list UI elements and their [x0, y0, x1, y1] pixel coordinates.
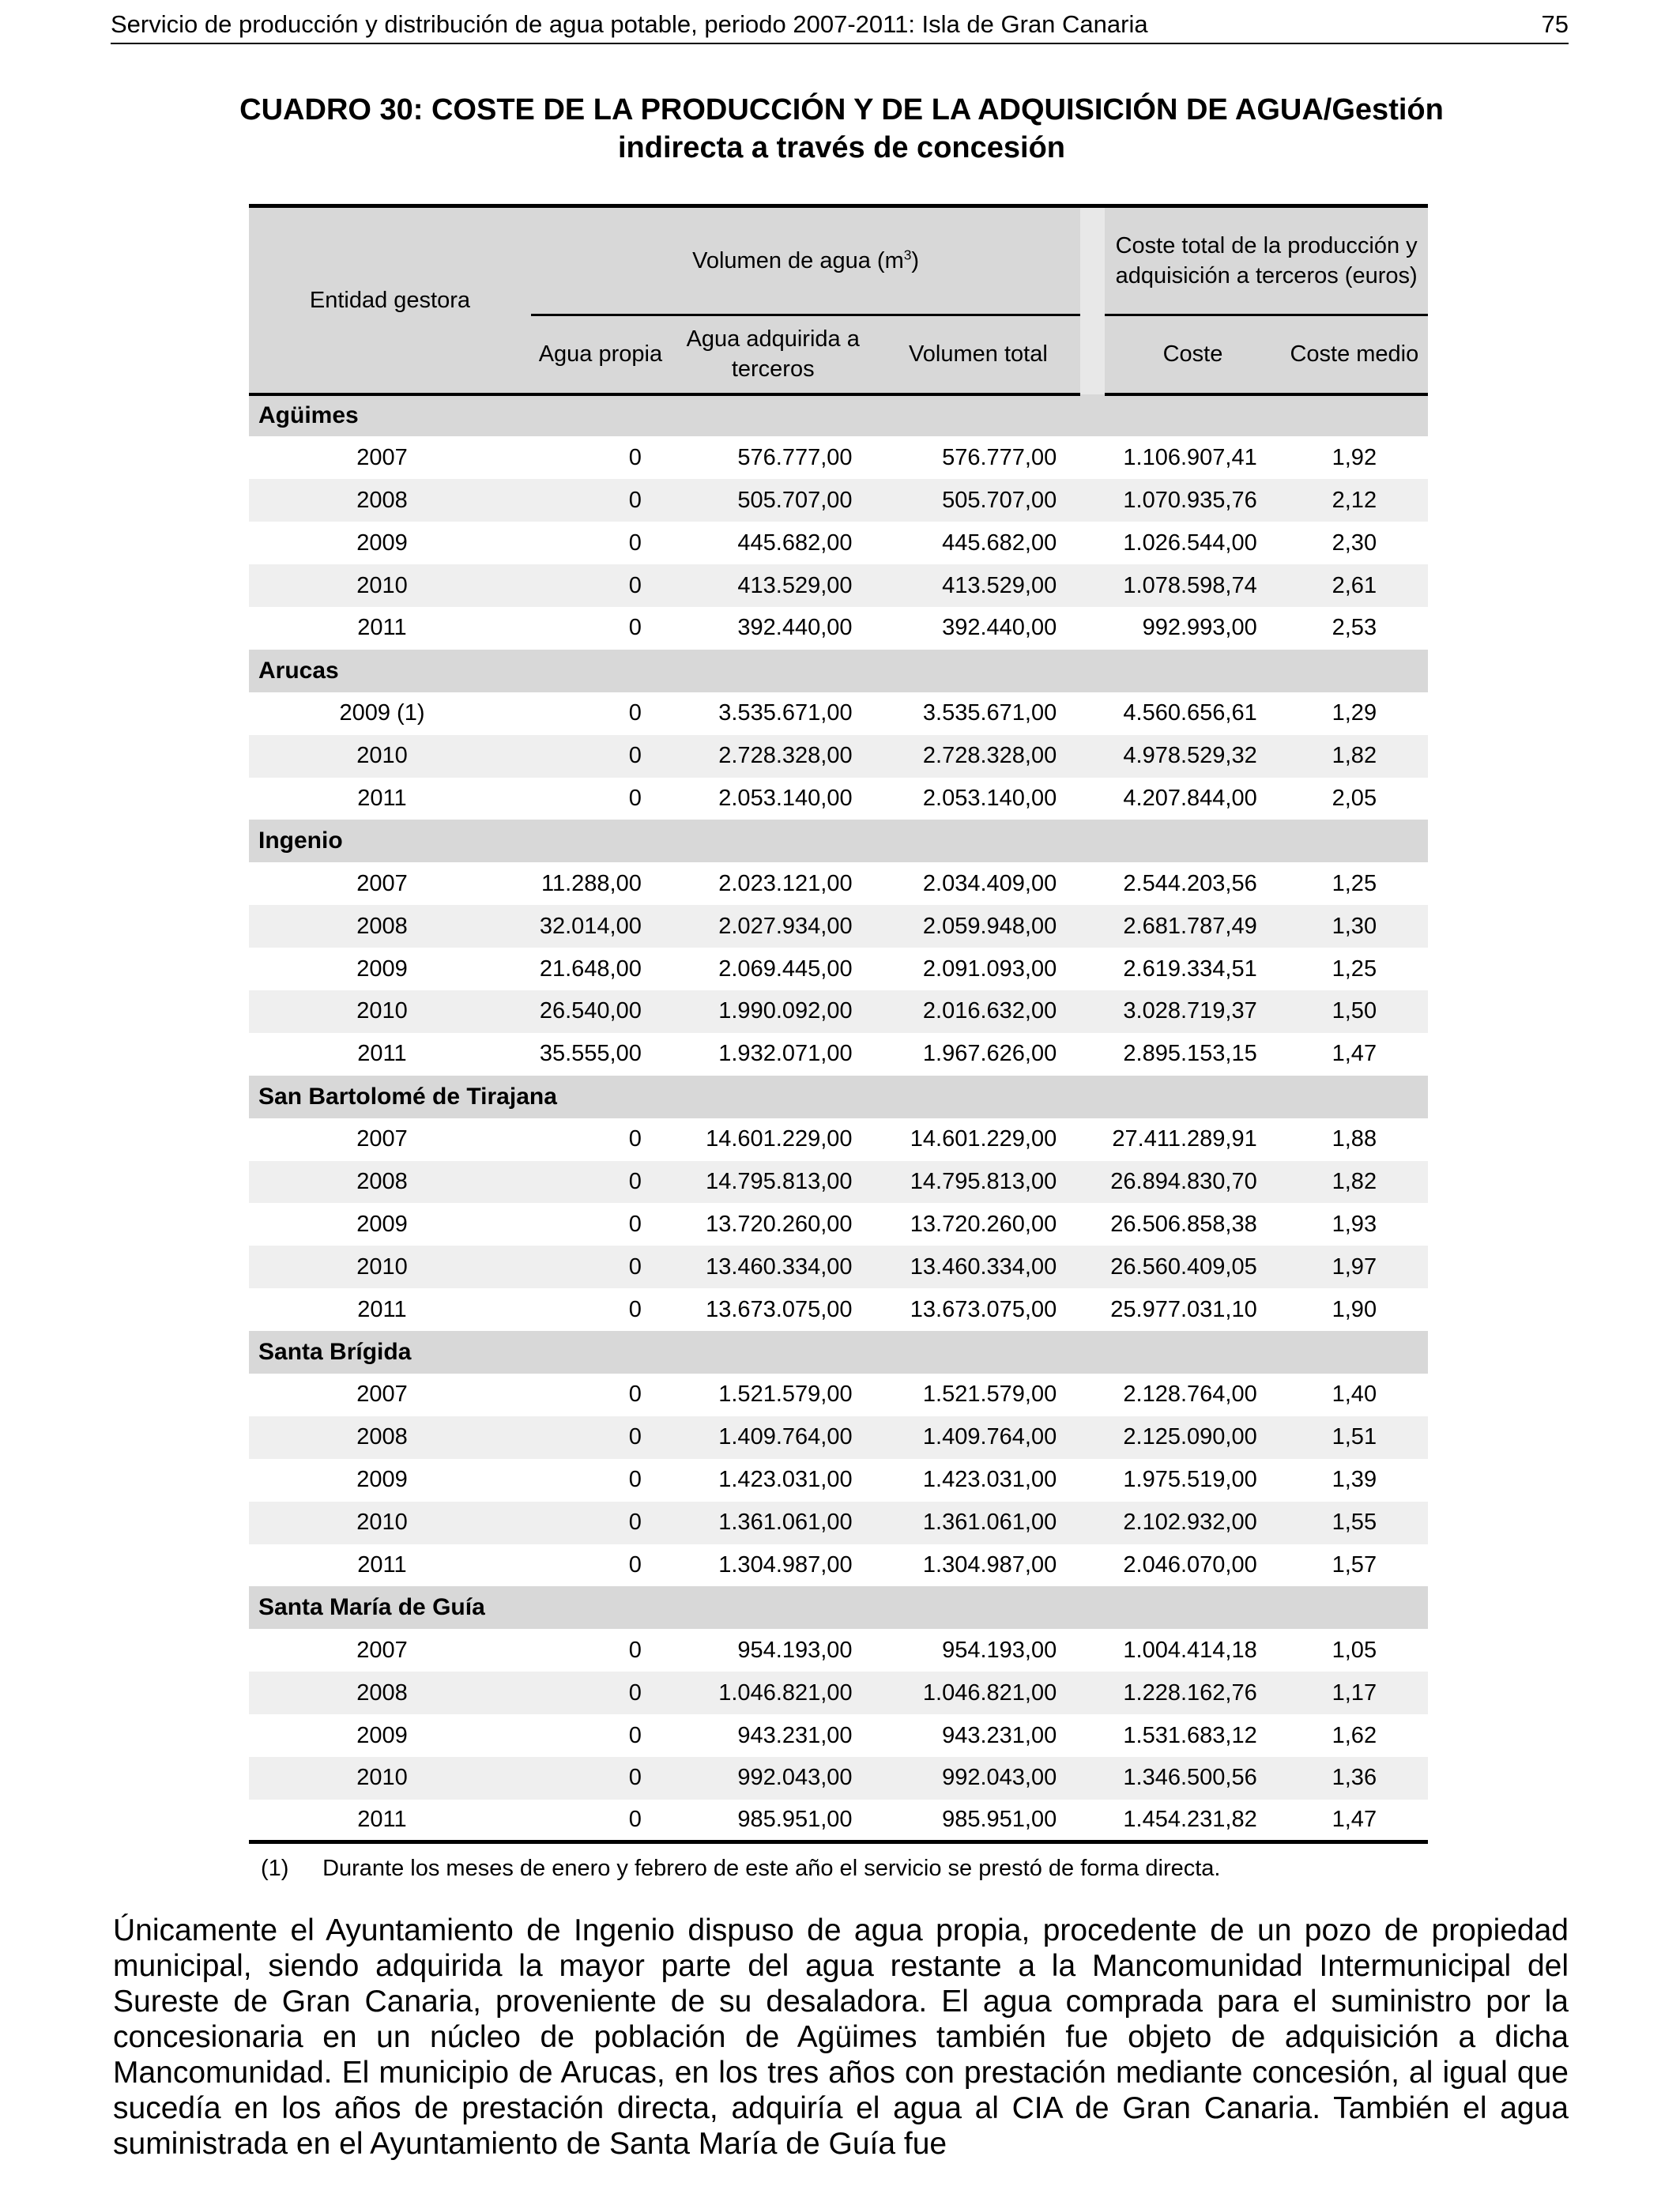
table-row — [249, 862, 1428, 905]
cell-coste: 1.026.544,00 — [1123, 530, 1257, 556]
table-row — [249, 990, 1428, 1033]
cell-agua-adquirida: 943.231,00 — [737, 1722, 853, 1748]
cell-gap — [1080, 1416, 1105, 1459]
cell-agua-adquirida: 14.601.229,00 — [706, 1126, 853, 1152]
table-row — [249, 948, 1428, 990]
cell-year: 2008 — [249, 905, 531, 948]
cell-coste-medio: 1,25 — [1332, 956, 1377, 982]
cell-year: 2010 — [249, 1757, 531, 1800]
col-header-volumen-total: Volumen total — [876, 315, 1081, 394]
cell-coste: 26.894.830,70 — [1105, 1161, 1280, 1204]
cell-gap — [1080, 1033, 1105, 1076]
cell-coste-medio: 1,30 — [1281, 905, 1428, 948]
cell-coste: 1.106.907,41 — [1123, 444, 1257, 470]
cell-agua-adquirida: 445.682,00 — [737, 530, 853, 556]
cell-agua-adquirida: 14.795.813,00 — [670, 1161, 876, 1204]
cell-volumen-total: 992.043,00 — [876, 1757, 1081, 1800]
cell-year: 2007 — [356, 1126, 408, 1152]
cell-coste: 2.544.203,56 — [1123, 870, 1257, 896]
cell-coste: 2.128.764,00 — [1123, 1382, 1257, 1408]
cell-coste: 3.028.719,37 — [1105, 990, 1280, 1033]
table-row — [249, 1757, 1428, 1800]
cell-coste-medio: 1,90 — [1332, 1296, 1377, 1322]
cell-volumen-total: 1.967.626,00 — [922, 1041, 1057, 1067]
cell-agua-propia: 11.288,00 — [541, 870, 642, 896]
cell-coste: 4.207.844,00 — [1123, 785, 1257, 811]
cell-year: 2007 — [356, 1382, 408, 1408]
cell-coste: 1.531.683,12 — [1123, 1722, 1257, 1748]
cell-year: 2009 — [356, 1722, 408, 1748]
cell-volumen-total: 14.795.813,00 — [876, 1161, 1081, 1204]
cell-agua-propia: 0 — [628, 444, 642, 470]
cell-volumen-total: 985.951,00 — [876, 1800, 1081, 1842]
cell-volumen-total: 1.304.987,00 — [922, 1551, 1057, 1578]
cell-agua-adquirida: 1.361.061,00 — [670, 1502, 876, 1544]
cell-agua-propia: 0 — [531, 1246, 670, 1288]
cell-year: 2011 — [357, 1041, 407, 1067]
cell-volumen-total: 14.601.229,00 — [910, 1126, 1057, 1152]
cell-coste-medio: 1,25 — [1332, 870, 1377, 896]
cell-volumen-total: 1.423.031,00 — [922, 1467, 1057, 1493]
cell-gap — [1080, 522, 1105, 564]
table-footnote — [261, 1856, 1221, 1882]
col-header-coste-group: Coste total de la producción y adquisición a terceros (euros) — [1105, 206, 1428, 315]
group-name: Ingenio — [249, 820, 1428, 862]
cell-volumen-total: 1.046.821,00 — [876, 1672, 1081, 1714]
cell-coste-medio: 2,05 — [1332, 785, 1377, 811]
cell-volumen-total: 13.460.334,00 — [876, 1246, 1081, 1288]
col-header-coste-medio: Coste medio — [1281, 315, 1428, 394]
cell-year: 2008 — [249, 479, 531, 522]
cell-agua-propia: 0 — [531, 564, 670, 607]
cell-agua-adquirida: 985.951,00 — [670, 1800, 876, 1842]
body-paragraph: Únicamente el Ayuntamiento de Ingenio dispuso de agua propia, procedente de un pozo de propiedad municipal, siendo adquirida la mayor parte del agua restante a la Mancomunidad Intermunicipal del Sureste de Gran Canaria, proveniente de su desaladora. El agua comprada para el suministro por la concesionaria en un núcleo de población de Agüimes también fue objeto de adquisición a dicha Mancomunidad. El municipio de Arucas, en los tres años con prestación mediante concesión, al igual que sucedía en los años de prestación directa, adquiría el agua al CIA de Gran Canaria. También el agua suministrada en el Ayuntamiento de Santa María de Guía fue — [113, 1913, 1569, 2161]
cell-year: 2010 — [249, 1246, 531, 1288]
cell-coste-medio: 2,30 — [1332, 530, 1377, 556]
table-row — [249, 522, 1428, 564]
cell-agua-propia: 0 — [531, 479, 670, 522]
cell-gap — [1080, 948, 1105, 990]
cell-gap — [1080, 1288, 1105, 1331]
cell-gap — [1080, 1629, 1105, 1672]
cell-volumen-total: 3.535.671,00 — [922, 700, 1057, 726]
cell-coste-medio: 1,36 — [1281, 1757, 1428, 1800]
cell-coste-medio: 1,47 — [1281, 1800, 1428, 1842]
table-row — [249, 1714, 1428, 1757]
cell-agua-propia: 0 — [628, 1637, 642, 1663]
cell-coste-medio: 1,40 — [1332, 1382, 1377, 1408]
cell-coste: 1.975.519,00 — [1123, 1467, 1257, 1493]
cell-gap — [1080, 607, 1105, 650]
cell-year: 2010 — [249, 564, 531, 607]
cell-agua-adquirida: 2.023.121,00 — [718, 870, 853, 896]
cell-coste: 26.560.409,05 — [1105, 1246, 1280, 1288]
cell-volumen-total: 505.707,00 — [876, 479, 1081, 522]
cell-coste: 2.619.334,51 — [1123, 956, 1257, 982]
cell-coste-medio: 1,51 — [1281, 1416, 1428, 1459]
cell-gap — [1080, 1459, 1105, 1502]
table-row — [249, 1118, 1428, 1161]
cell-volumen-total: 954.193,00 — [942, 1637, 1057, 1663]
cell-volumen-total: 413.529,00 — [876, 564, 1081, 607]
table-row — [249, 1459, 1428, 1502]
cell-agua-propia: 0 — [628, 785, 642, 811]
cell-volumen-total: 1.409.764,00 — [876, 1416, 1081, 1459]
col-header-entidad: Entidad gestora — [249, 206, 531, 394]
table-row — [249, 1800, 1428, 1842]
cell-coste: 4.560.656,61 — [1123, 700, 1257, 726]
cell-agua-adquirida: 2.053.140,00 — [718, 785, 853, 811]
cell-agua-propia: 0 — [628, 1722, 642, 1748]
col-header-coste: Coste — [1105, 315, 1280, 394]
cell-coste-medio: 1,50 — [1281, 990, 1428, 1033]
cell-gap — [1080, 1203, 1105, 1246]
footnote-mark: (1) — [261, 1856, 289, 1881]
cell-coste: 1.454.231,82 — [1105, 1800, 1280, 1842]
table-row — [249, 905, 1428, 948]
cell-year: 2010 — [249, 1502, 531, 1544]
cell-coste-medio: 1,55 — [1281, 1502, 1428, 1544]
cell-coste: 992.993,00 — [1142, 615, 1257, 641]
cell-coste-medio: 2,12 — [1281, 479, 1428, 522]
cell-agua-propia: 0 — [628, 530, 642, 556]
cell-volumen-total: 1.361.061,00 — [876, 1502, 1081, 1544]
table-row — [249, 564, 1428, 607]
cell-agua-propia: 21.648,00 — [539, 956, 642, 982]
cell-agua-propia: 0 — [628, 1126, 642, 1152]
cell-coste-medio: 1,92 — [1332, 444, 1377, 470]
cell-agua-propia: 0 — [628, 1211, 642, 1237]
group-row — [249, 1331, 1428, 1374]
cell-volumen-total: 13.673.075,00 — [910, 1296, 1057, 1322]
cell-agua-adquirida: 954.193,00 — [737, 1637, 853, 1663]
group-name: Agüimes — [249, 394, 1428, 437]
cell-gap — [1080, 990, 1105, 1033]
cell-agua-propia: 0 — [531, 1800, 670, 1842]
table-row — [249, 735, 1428, 778]
cell-agua-adquirida: 392.440,00 — [737, 615, 853, 641]
cell-agua-adquirida: 505.707,00 — [670, 479, 876, 522]
group-row — [249, 650, 1428, 692]
cell-coste: 1.004.414,18 — [1123, 1637, 1257, 1663]
cell-agua-adquirida: 2.728.328,00 — [670, 735, 876, 778]
cell-coste: 1.346.500,56 — [1105, 1757, 1280, 1800]
cell-year: 2011 — [357, 785, 407, 811]
cell-coste: 2.046.070,00 — [1123, 1551, 1257, 1578]
table-row — [249, 1203, 1428, 1246]
table-row — [249, 778, 1428, 820]
cell-volumen-total: 1.521.579,00 — [922, 1382, 1057, 1408]
cell-agua-adquirida: 413.529,00 — [670, 564, 876, 607]
table-title — [119, 91, 1565, 167]
cell-agua-propia: 0 — [531, 1757, 670, 1800]
cell-agua-adquirida: 1.521.579,00 — [718, 1382, 853, 1408]
cell-year: 2009 — [356, 956, 408, 982]
cell-agua-propia: 26.540,00 — [531, 990, 670, 1033]
table-row — [249, 1161, 1428, 1204]
cost-table — [249, 204, 1428, 1844]
cell-gap — [1080, 1672, 1105, 1714]
cell-coste-medio: 1,05 — [1332, 1637, 1377, 1663]
cell-agua-adquirida: 2.027.934,00 — [670, 905, 876, 948]
col-header-volumen-group — [531, 206, 1080, 315]
cell-volumen-total: 576.777,00 — [942, 444, 1057, 470]
cell-year: 2008 — [249, 1672, 531, 1714]
cell-agua-propia: 0 — [531, 735, 670, 778]
cell-agua-adquirida: 13.460.334,00 — [670, 1246, 876, 1288]
cell-gap — [1080, 1757, 1105, 1800]
volumen-group-label: Volumen de agua (m — [692, 248, 904, 273]
table-title-line-1: CUADRO 30: COSTE DE LA PRODUCCIÓN Y DE LA ADQUISICIÓN DE AGUA/Gestión — [239, 93, 1444, 126]
cell-agua-adquirida: 1.304.987,00 — [718, 1551, 853, 1578]
cell-agua-propia: 0 — [531, 1502, 670, 1544]
cell-year: 2009 — [356, 530, 408, 556]
table-row — [249, 1374, 1428, 1416]
cell-gap — [1080, 1118, 1105, 1161]
cell-coste: 26.506.858,38 — [1110, 1211, 1257, 1237]
cell-gap — [1080, 1800, 1105, 1842]
volumen-unit-superscript: 3 — [903, 247, 912, 263]
running-title: Servicio de producción y distribución de agua potable, periodo 2007-2011: Isla de Gran Canaria — [111, 10, 1148, 38]
cell-volumen-total: 2.034.409,00 — [922, 870, 1057, 896]
cell-volumen-total: 2.059.948,00 — [876, 905, 1081, 948]
cell-gap — [1080, 1374, 1105, 1416]
cell-coste-medio: 1,93 — [1332, 1211, 1377, 1237]
cell-year: 2009 — [356, 1467, 408, 1493]
cell-agua-propia: 0 — [628, 700, 642, 726]
cell-volumen-total: 445.682,00 — [942, 530, 1057, 556]
table-row — [249, 1544, 1428, 1587]
table-row — [249, 1629, 1428, 1672]
group-row — [249, 1586, 1428, 1629]
table-row — [249, 1033, 1428, 1076]
header-gap — [1080, 206, 1105, 394]
cell-coste-medio: 1,57 — [1332, 1551, 1377, 1578]
table-row — [249, 692, 1428, 735]
page-number: 75 — [1541, 10, 1569, 38]
cell-volumen-total: 2.053.140,00 — [922, 785, 1057, 811]
cell-gap — [1080, 1544, 1105, 1587]
cell-coste: 27.411.289,91 — [1112, 1126, 1257, 1152]
cell-coste-medio: 1,62 — [1332, 1722, 1377, 1748]
cell-year: 2007 — [356, 444, 408, 470]
cell-coste: 25.977.031,10 — [1110, 1296, 1257, 1322]
group-row — [249, 1076, 1428, 1118]
group-name: Arucas — [249, 650, 1428, 692]
table-row — [249, 607, 1428, 650]
table-body — [249, 394, 1428, 1842]
cell-gap — [1080, 905, 1105, 948]
cell-agua-propia: 35.555,00 — [539, 1041, 642, 1067]
cell-year: 2008 — [249, 1416, 531, 1459]
cell-gap — [1080, 692, 1105, 735]
cell-year: 2007 — [356, 870, 408, 896]
cell-volumen-total: 943.231,00 — [942, 1722, 1057, 1748]
cell-agua-adquirida: 1.990.092,00 — [670, 990, 876, 1033]
table-row — [249, 479, 1428, 522]
table-row — [249, 436, 1428, 479]
cell-agua-propia: 0 — [628, 1551, 642, 1578]
volumen-group-close: ) — [911, 248, 920, 273]
table-row — [249, 1246, 1428, 1288]
cell-coste: 2.895.153,15 — [1123, 1041, 1257, 1067]
cell-agua-propia: 0 — [628, 1296, 642, 1322]
cell-gap — [1080, 479, 1105, 522]
group-name: Santa Brígida — [249, 1331, 1428, 1374]
cell-year: 2011 — [249, 1800, 531, 1842]
cell-coste-medio: 2,61 — [1281, 564, 1428, 607]
cell-gap — [1080, 1502, 1105, 1544]
table-row — [249, 1502, 1428, 1544]
cell-year: 2007 — [356, 1637, 408, 1663]
cell-coste-medio: 1,47 — [1332, 1041, 1377, 1067]
cell-year: 2011 — [357, 1551, 407, 1578]
cell-agua-adquirida: 1.932.071,00 — [718, 1041, 853, 1067]
cell-agua-propia: 0 — [628, 1382, 642, 1408]
cell-agua-adquirida: 13.720.260,00 — [706, 1211, 853, 1237]
cell-gap — [1080, 778, 1105, 820]
cell-coste: 1.078.598,74 — [1105, 564, 1280, 607]
table-row — [249, 1288, 1428, 1331]
cell-year: 2011 — [357, 615, 407, 641]
group-row — [249, 394, 1428, 437]
cell-agua-adquirida: 2.069.445,00 — [718, 956, 853, 982]
cell-coste-medio: 2,53 — [1332, 615, 1377, 641]
cell-agua-propia: 32.014,00 — [531, 905, 670, 948]
cell-year: 2010 — [249, 990, 531, 1033]
cell-volumen-total: 2.016.632,00 — [876, 990, 1081, 1033]
cell-year: 2009 — [356, 1211, 408, 1237]
cell-gap — [1080, 735, 1105, 778]
cell-coste: 2.125.090,00 — [1105, 1416, 1280, 1459]
cell-agua-propia: 0 — [628, 615, 642, 641]
table-row — [249, 1672, 1428, 1714]
col-header-agua-adquirida: Agua adquirida a terceros — [670, 315, 876, 394]
cell-agua-adquirida: 1.046.821,00 — [670, 1672, 876, 1714]
cell-gap — [1080, 1161, 1105, 1204]
group-name: San Bartolomé de Tirajana — [249, 1076, 1428, 1118]
cell-coste: 2.681.787,49 — [1105, 905, 1280, 948]
cell-volumen-total: 13.720.260,00 — [910, 1211, 1057, 1237]
cell-volumen-total: 2.091.093,00 — [922, 956, 1057, 982]
cell-gap — [1080, 1246, 1105, 1288]
table-title-line-2: indirecta a través de concesión — [617, 131, 1065, 164]
table-header — [249, 206, 1428, 394]
running-header — [111, 6, 1569, 44]
cell-coste: 1.070.935,76 — [1105, 479, 1280, 522]
cell-volumen-total: 392.440,00 — [942, 615, 1057, 641]
cell-gap — [1080, 564, 1105, 607]
footnote-text: Durante los meses de enero y febrero de este año el servicio se prestó de forma directa. — [322, 1856, 1221, 1881]
cell-agua-adquirida: 1.423.031,00 — [718, 1467, 853, 1493]
group-name: Santa María de Guía — [249, 1586, 1428, 1629]
cell-coste-medio: 1,17 — [1281, 1672, 1428, 1714]
cell-agua-propia: 0 — [531, 1672, 670, 1714]
cell-agua-adquirida: 3.535.671,00 — [718, 700, 853, 726]
group-row — [249, 820, 1428, 862]
cell-coste-medio: 1,39 — [1332, 1467, 1377, 1493]
col-header-agua-propia: Agua propia — [531, 315, 670, 394]
table-row — [249, 1416, 1428, 1459]
cell-coste-medio: 1,29 — [1332, 700, 1377, 726]
cell-year: 2008 — [249, 1161, 531, 1204]
cell-agua-propia: 0 — [531, 1161, 670, 1204]
cell-gap — [1080, 436, 1105, 479]
cost-table-wrapper — [249, 204, 1428, 1844]
cell-coste-medio: 1,82 — [1281, 735, 1428, 778]
cell-agua-adquirida: 1.409.764,00 — [670, 1416, 876, 1459]
cell-agua-propia: 0 — [531, 1416, 670, 1459]
cell-year: 2011 — [357, 1296, 407, 1322]
cell-agua-propia: 0 — [628, 1467, 642, 1493]
cell-agua-adquirida: 13.673.075,00 — [706, 1296, 853, 1322]
cell-agua-adquirida: 992.043,00 — [670, 1757, 876, 1800]
cell-coste-medio: 1,97 — [1281, 1246, 1428, 1288]
cell-year: 2009 (1) — [339, 700, 425, 726]
cell-agua-adquirida: 576.777,00 — [737, 444, 853, 470]
cell-coste-medio: 1,82 — [1281, 1161, 1428, 1204]
cell-volumen-total: 2.728.328,00 — [876, 735, 1081, 778]
cell-coste: 4.978.529,32 — [1105, 735, 1280, 778]
cell-coste-medio: 1,88 — [1332, 1126, 1377, 1152]
cell-year: 2010 — [249, 735, 531, 778]
cell-gap — [1080, 1714, 1105, 1757]
cell-coste: 2.102.932,00 — [1105, 1502, 1280, 1544]
cell-gap — [1080, 862, 1105, 905]
cell-coste: 1.228.162,76 — [1105, 1672, 1280, 1714]
